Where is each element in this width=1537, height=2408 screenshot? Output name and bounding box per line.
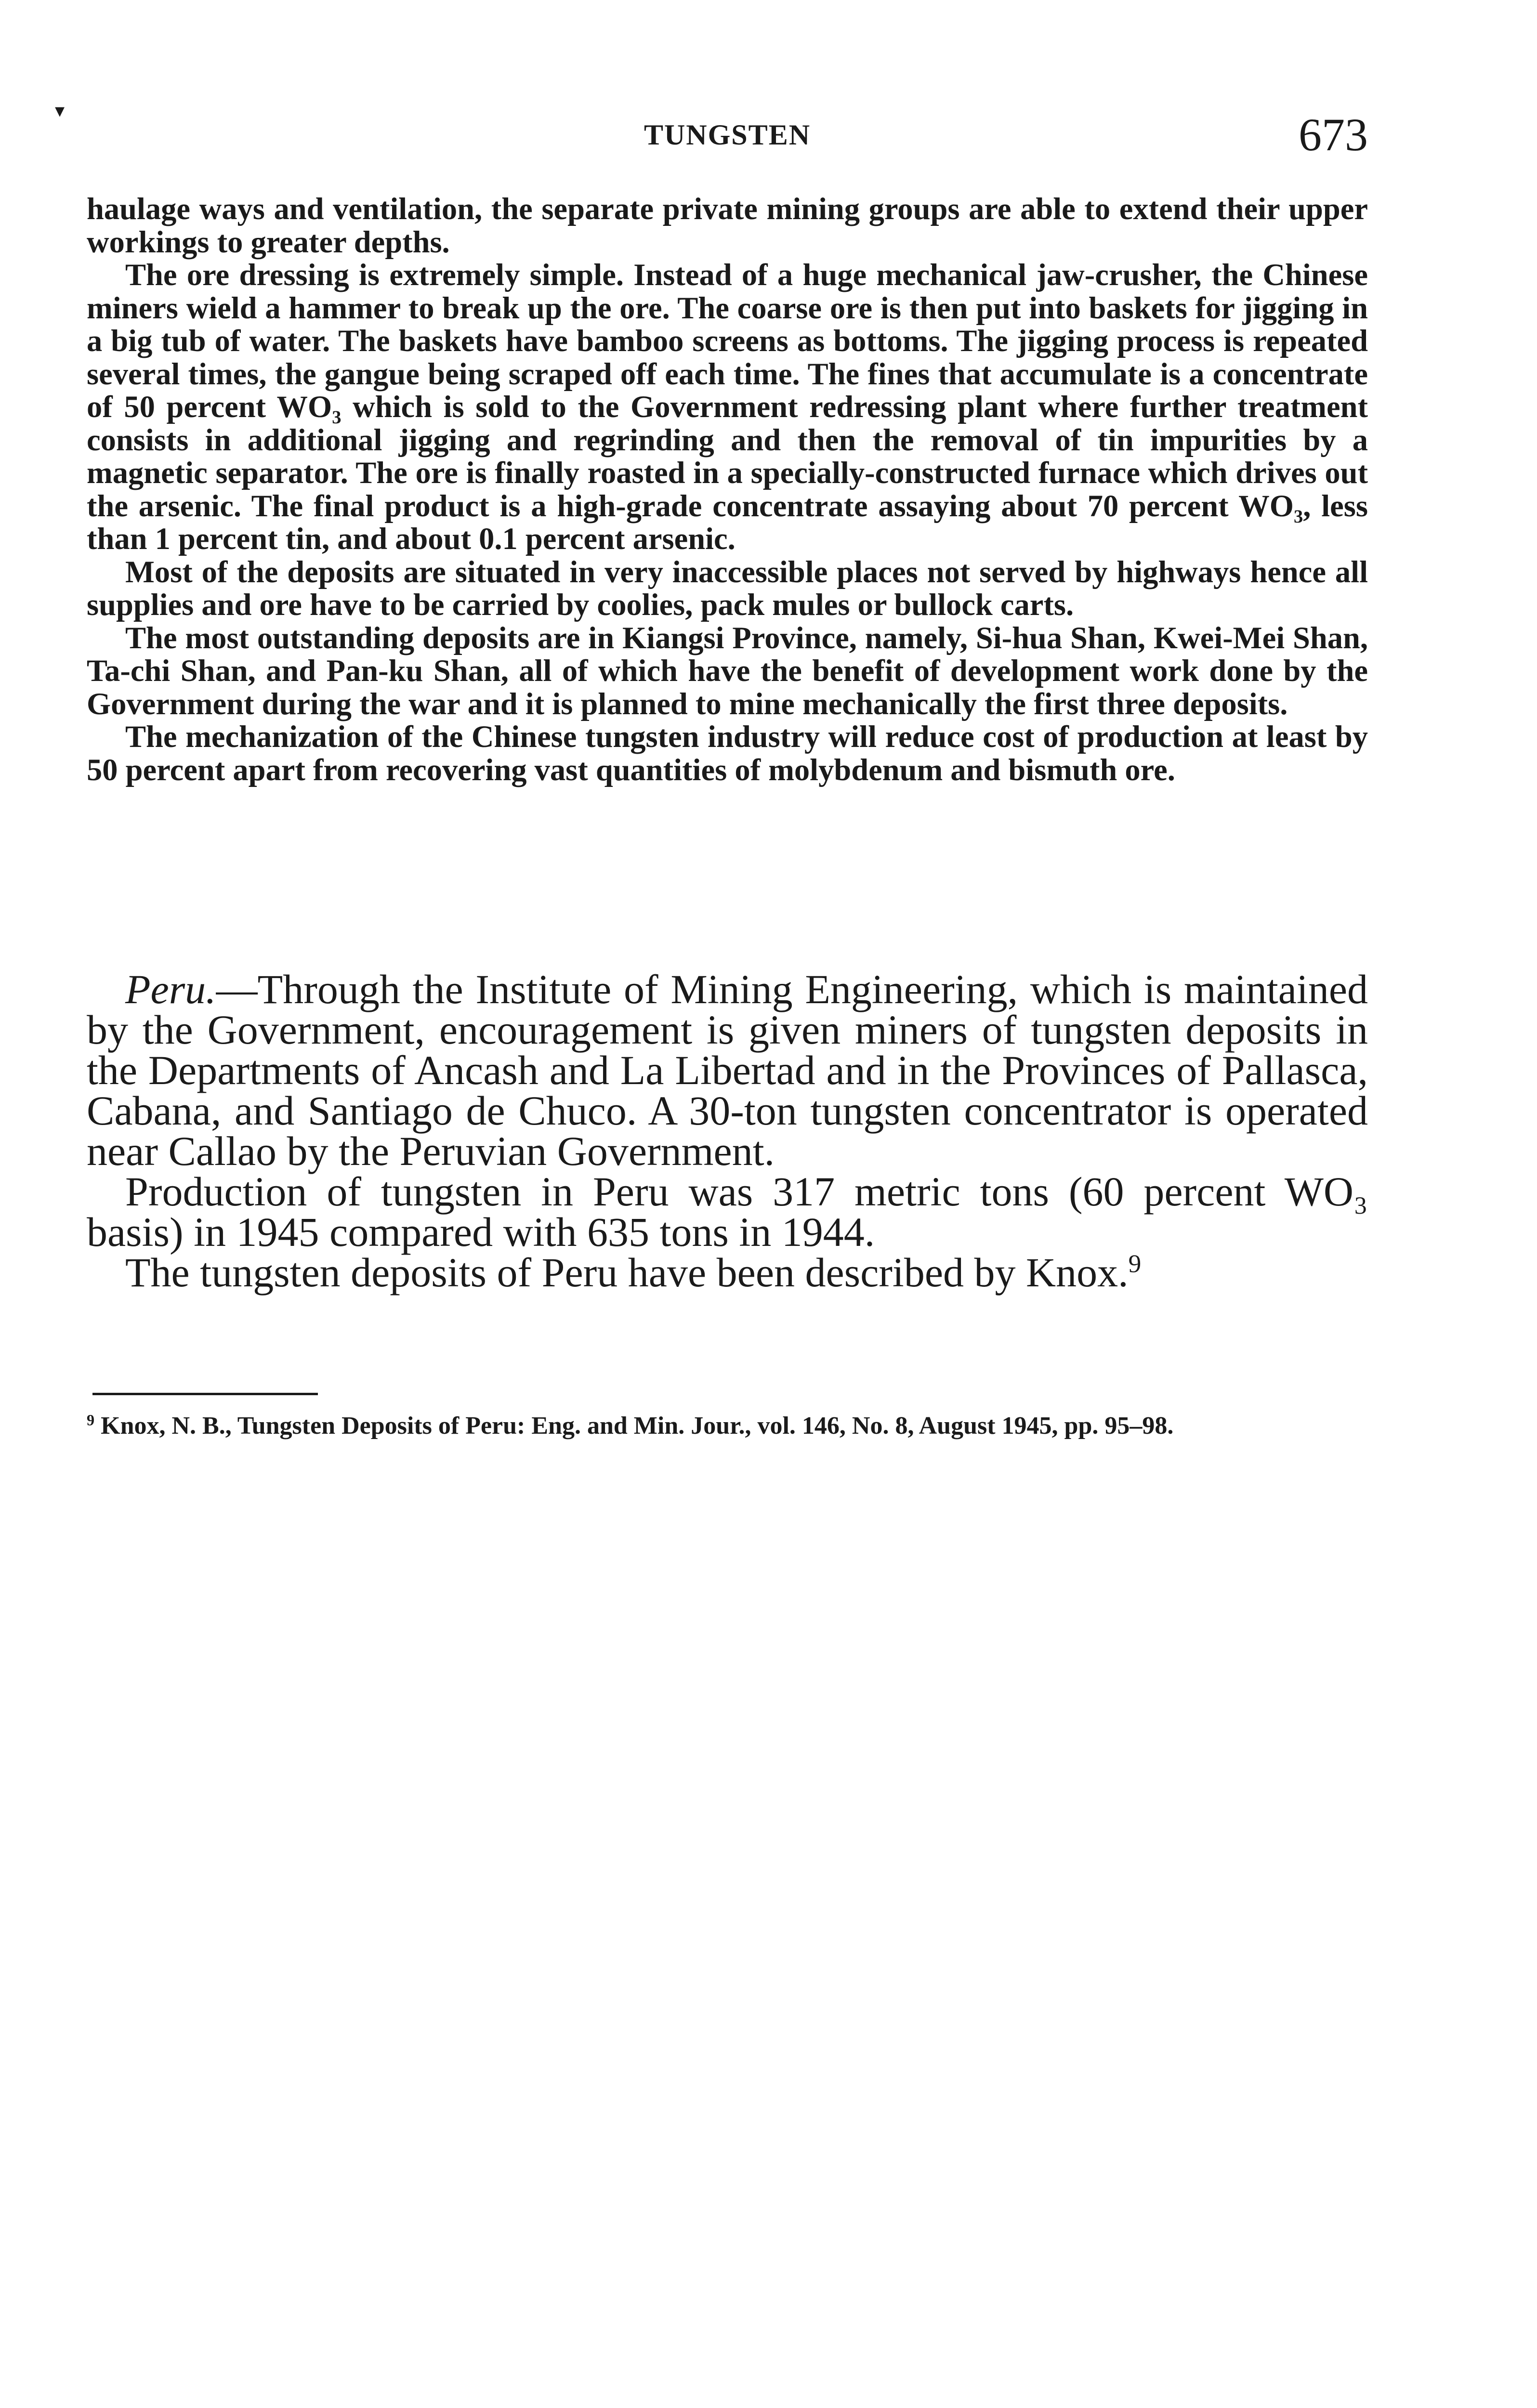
paragraph-kiangsi-deposits: The most outstanding deposits are in Kiangsi Province, namely, Si-hua Shan, Kwei-Mei Shan, Ta-chi Shan, and Pan-ku Shan, all of which have the benefit of development work done by the Government during the war and it is planned to mine mechanically the first three deposits.	[87, 620, 1368, 721]
peru-knox-text: The tungsten deposits of Peru have been described by Knox.	[125, 1249, 1129, 1296]
running-head	[87, 109, 1368, 160]
running-title: TUNGSTEN	[644, 119, 811, 151]
footnote	[87, 1412, 1368, 1440]
paragraph-peru-intro	[87, 966, 1368, 1174]
footnote-marker: 9	[87, 1411, 95, 1429]
country-heading: Peru.	[125, 966, 216, 1012]
paragraph-peru-production: Production of tungsten in Peru was 317 metric tons (60 percent WO₃ basis) in 1945 compared with 635 tons in 1944.	[87, 1168, 1368, 1255]
footnote-text: Knox, N. B., Tungsten Deposits of Peru: Eng. and Min. Jour., vol. 146, No. 8, August 1945, pp. 95–98.	[101, 1412, 1174, 1440]
paragraph-ore-dressing: The ore dressing is extremely simple. Instead of a huge mechanical jaw-crusher, the Chinese miners wield a hammer to break up the ore. The coarse ore is then put into baskets for jigging in a big tub of water. The baskets have bamboo screens as bottoms. The jigging process is repeated several times, the gangue being scraped off each time. The fines that accumulate is a concentrate of 50 percent WO₃ which is sold to the Government redressing plant where further treatment consists in additional jigging and regrinding and then the removal of tin impurities by a magnetic separator. The ore is finally roasted in a specially-constructed furnace which drives out the arsenic. The final product is a high-grade concentrate assaying about 70 percent WO₃, less than 1 percent tin, and about 0.1 percent arsenic.	[87, 258, 1368, 556]
paragraph-peru-knox	[87, 1249, 1368, 1296]
stray-mark: ▾	[55, 100, 65, 121]
paragraph-continuation: haulage ways and ventilation, the separate private mining groups are able to extend their upper workings to greater depths.	[87, 192, 1368, 259]
page-number: 673	[1299, 109, 1368, 160]
footnote-reference: 9	[1128, 1249, 1142, 1278]
paragraph-mechanization: The mechanization of the Chinese tungsten industry will reduce cost of production at least by 50 percent apart from recovering vast quantities of molybdenum and bismuth ore.	[87, 720, 1368, 787]
footnote-rule	[92, 1393, 318, 1395]
body-text-small	[87, 193, 1368, 786]
peru-intro-text: —Through the Institute of Mining Engineering, which is maintained by the Government, encouragement is given miners of tungsten deposits in the Departments of Ancash and La Libertad and in the Provinces of Pallasca, Cabana, and Santiago de Chuco. A 30-ton tungsten concentrator is operated near Callao by the Peruvian Government.	[87, 966, 1368, 1174]
paragraph-deposits-access: Most of the deposits are situated in very inaccessible places not served by highways hence all supplies and ore have to be carried by coolies, pack mules or bullock carts.	[87, 554, 1368, 622]
body-text-peru	[87, 966, 1368, 1296]
